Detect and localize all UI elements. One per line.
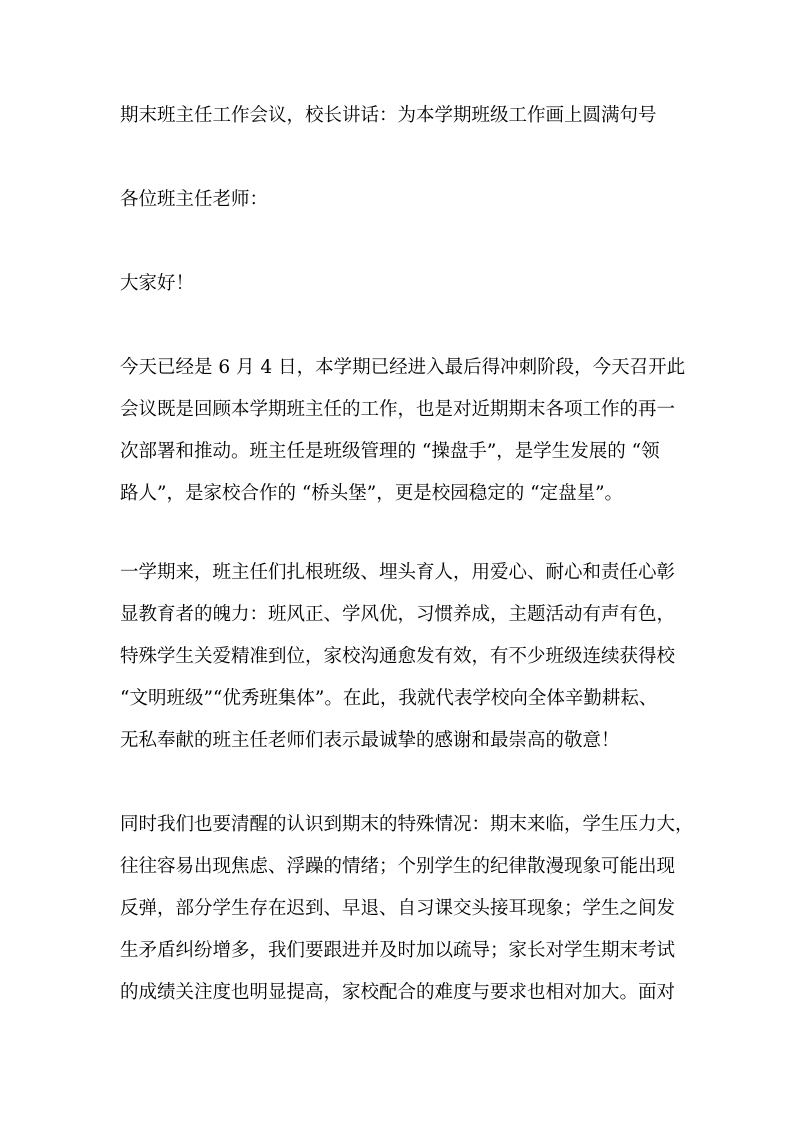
greeting: 大家好！: [120, 273, 195, 294]
paragraph-line: 生矛盾纠纷增多，我们要跟进并及时加以疏导；家长对学生期末考试: [120, 940, 676, 961]
paragraph-line: 无私奉献的班主任老师们表示最诚挚的感谢和最崇高的敬意！: [120, 730, 620, 751]
paragraph-line: 的成绩关注度也明显提高，家校配合的难度与要求也相对加大。面对: [120, 982, 676, 1003]
paragraph-line: “文明班级”“优秀班集体”。在此，我就代表学校向全体辛勤耕耘、: [120, 688, 658, 709]
document-title: 期末班主任工作会议，校长讲话：为本学期班级工作画上圆满句号: [120, 105, 657, 126]
paragraph-line: 一学期来，班主任们扎根班级、埋头育人，用爱心、耐心和责任心彰: [120, 562, 676, 583]
paragraph-line: 路人”，是家校合作的 “桥头堡”，更是校园稳定的 “定盘星”。: [120, 483, 624, 504]
paragraph-line: 会议既是回顾本学期班主任的工作，也是对近期期末各项工作的再一: [120, 399, 676, 420]
paragraph-line: 同时我们也要清醒的认识到期末的特殊情况：期末来临，学生压力大，: [120, 814, 694, 835]
paragraph-line: 反弹，部分学生存在迟到、早退、自习课交头接耳现象；学生之间发: [120, 898, 676, 919]
salutation: 各位班主任老师：: [120, 189, 269, 210]
paragraph-line: 显教育者的魄力：班风正、学风优，习惯养成，主题活动有声有色，: [120, 604, 676, 625]
paragraph-line: 次部署和推动。班主任是班级管理的 “操盘手”，是学生发展的 “领: [120, 441, 660, 462]
paragraph-line: 今天已经是 6 月 4 日，本学期已经进入最后得冲刺阶段，今天召开此: [120, 357, 686, 378]
paragraph-line: 往往容易出现焦虑、浮躁的情绪；个别学生的纪律散漫现象可能出现: [120, 856, 676, 877]
paragraph-line: 特殊学生关爱精准到位，家校沟通愈发有效，有不少班级连续获得校: [120, 646, 676, 667]
